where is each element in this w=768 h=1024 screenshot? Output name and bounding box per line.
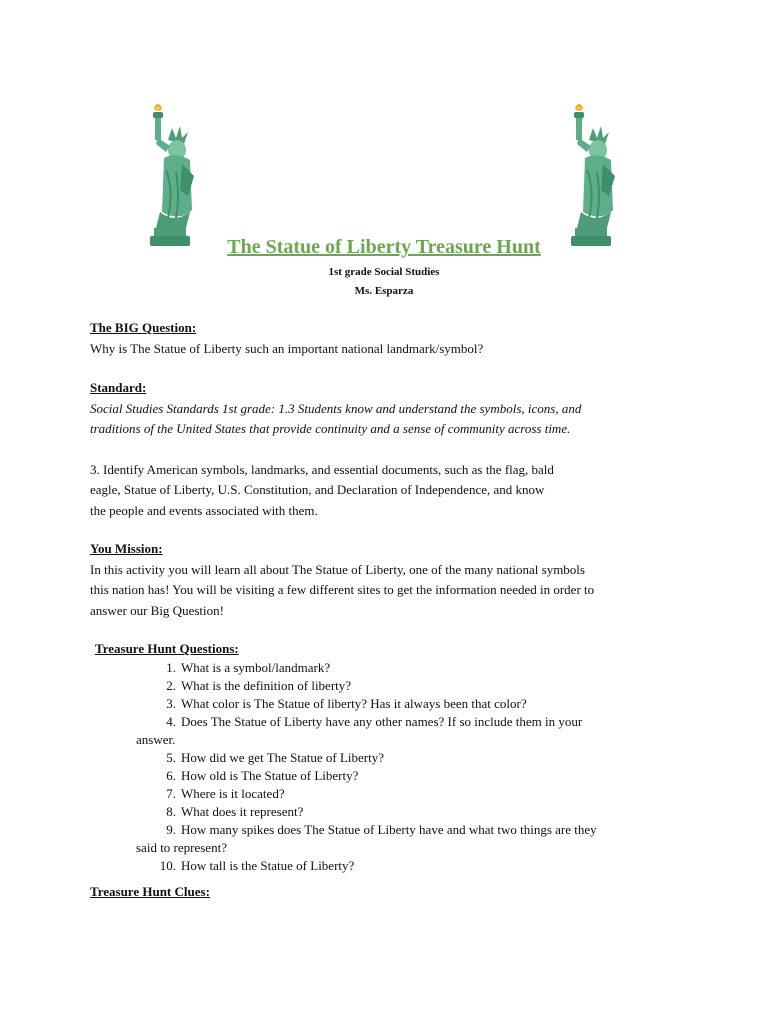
list-item: 1. What is a symbol/landmark? [166, 660, 331, 675]
standard-heading: Standard: [90, 380, 147, 395]
list-item-continuation: said to represent? [136, 840, 227, 855]
mission-heading: You Mission: [90, 541, 163, 556]
standard-para-line-1: 3. Identify American symbols, landmarks, and essential documents, such as the flag, bald [90, 461, 554, 477]
mission-section [90, 539, 690, 621]
big-question-text: Why is The Statue of Liberty such an important national landmark/symbol? [90, 340, 484, 356]
list-item: 2. What is the definition of liberty? [166, 678, 352, 693]
subtitle-teacher: Ms. Esparza [354, 285, 414, 297]
list-item: 5. How did we get The Statue of Liberty? [166, 750, 385, 765]
standard-section [90, 378, 690, 521]
questions-list [136, 659, 696, 875]
mission-line-1: In this activity you will learn all about The Statue of Liberty, one of the many national symbols [90, 561, 585, 577]
big-question-heading: The BIG Question: [90, 320, 197, 335]
list-item: 8. What does it represent? [166, 804, 304, 819]
clues-heading: Treasure Hunt Clues: [90, 884, 210, 899]
standard-line-2: traditions of the United States that provide continuity and a sense of community across time. [90, 421, 571, 436]
questions-heading: Treasure Hunt Questions: [95, 641, 239, 656]
list-item: 6. How old is The Statue of Liberty? [166, 768, 359, 783]
standard-para-line-3: the people and events associated with them. [90, 502, 318, 518]
list-item-continuation: answer. [136, 732, 176, 747]
statue-of-liberty-icon-right [567, 100, 617, 248]
standard-line-1: Social Studies Standards 1st grade: 1.3 Students know and understand the symbols, icons, and [90, 400, 582, 416]
big-question-section [90, 318, 690, 359]
mission-line-2: this nation has! You will be visiting a few different sites to get the information needed in order to [90, 582, 595, 597]
list-item: 3. What color is The Statue of liberty? Has it always been that color? [166, 696, 527, 711]
list-item: 7. Where is it located? [166, 786, 285, 801]
page-title: The Statue of Liberty Treasure Hunt [227, 236, 541, 258]
mission-line-3: answer our Big Question! [90, 602, 224, 618]
statue-of-liberty-icon-left [146, 100, 196, 248]
subtitle-grade: 1st grade Social Studies [328, 266, 440, 278]
list-item: 9. How many spikes does The Statue of Liberty have and what two things are they [166, 822, 597, 837]
list-item: 10. How tall is the Statue of Liberty? [159, 858, 355, 873]
standard-para-line-2: eagle, Statue of Liberty, U.S. Constitution, and Declaration of Independence, and know [90, 482, 545, 497]
list-item: 4. Does The Statue of Liberty have any other names? If so include them in your [166, 714, 583, 729]
